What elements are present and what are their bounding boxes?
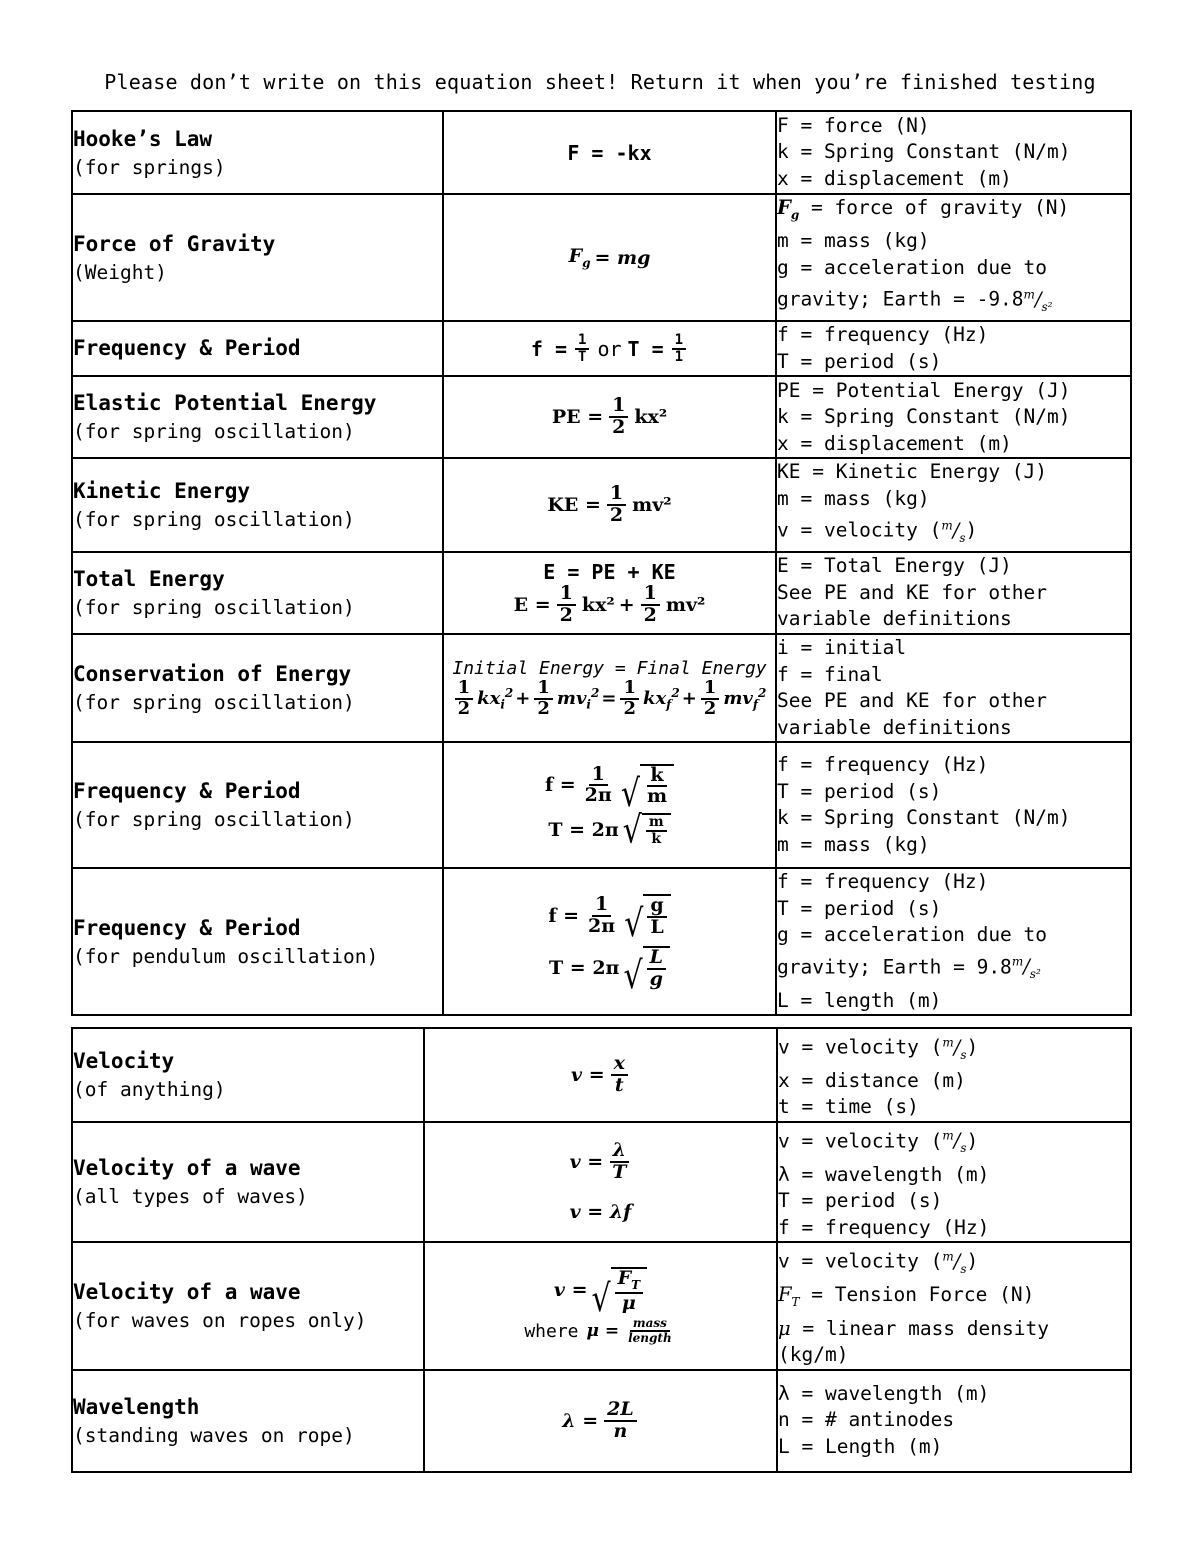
topic-subtitle: (standing waves on rope)	[73, 1423, 355, 1447]
topic-cell	[72, 1242, 424, 1369]
equation-table-mechanics	[71, 110, 1132, 1016]
topic-cell	[72, 742, 443, 868]
formula-kinetic-energy: KE = $\frac{1}{2}$ mv²	[547, 482, 672, 527]
topic-subtitle: (all types of waves)	[73, 1185, 308, 1209]
variables-cell	[776, 111, 1131, 194]
topic-cell	[72, 458, 443, 552]
row-conservation-of-energy	[72, 634, 1131, 742]
variable-def: T = period (s)	[777, 349, 942, 373]
variable-def: T = period (s)	[778, 1189, 943, 1213]
variables-cell	[777, 1122, 1131, 1242]
variable-def: gravity; Earth = $9.8^m/_{s^2}$	[777, 954, 1041, 982]
variable-def: E = Total Energy (J)	[777, 554, 1012, 578]
variables-cell	[776, 458, 1131, 552]
variable-def: gravity; Earth = $-9.8^m/_{s^2}$	[777, 287, 1053, 314]
page-header: Please don’t write on this equation sheet! Return it when you’re finished testing	[104, 70, 1096, 94]
formula-cell	[443, 868, 776, 1015]
topic-subtitle: (for spring oscillation)	[73, 808, 355, 832]
variable-def: k = Spring Constant (N/m)	[777, 140, 1071, 164]
variables-cell	[776, 376, 1131, 458]
topic-subtitle: (for waves on ropes only)	[73, 1308, 367, 1332]
variable-def: f = frequency (Hz)	[777, 753, 989, 777]
topic-title: Frequency & Period	[73, 336, 301, 361]
variable-def: m = mass (kg)	[777, 229, 930, 253]
variables-cell	[777, 1370, 1131, 1472]
formula-elastic-pe: PE = $\frac{1}{2}$ kx²	[551, 394, 668, 439]
variable-def: v = velocity $(^m/_s)$	[777, 518, 978, 545]
variables-cell	[776, 194, 1131, 321]
variable-def: x = distance (m)	[778, 1068, 966, 1092]
variable-def: KE = Kinetic Energy (J)	[777, 460, 1048, 484]
topic-subtitle: (of anything)	[73, 1077, 226, 1101]
topic-title: Force of Gravity	[73, 231, 276, 256]
formula-cell	[443, 194, 776, 321]
topic-cell	[72, 194, 443, 321]
variable-def: variable definitions	[777, 607, 1012, 631]
topic-subtitle: (for spring oscillation)	[73, 420, 355, 444]
topic-cell	[72, 1028, 424, 1122]
topic-subtitle: (for spring oscillation)	[73, 508, 355, 532]
topic-cell	[72, 1122, 424, 1242]
equation-table-waves	[71, 1027, 1132, 1473]
row-frequency-period-pendulum	[72, 868, 1131, 1015]
row-elastic-potential-energy	[72, 376, 1131, 458]
row-hookes-law	[72, 111, 1131, 194]
topic-cell	[72, 552, 443, 634]
variable-def: T = period (s)	[777, 896, 942, 920]
row-velocity-of-wave-rope	[72, 1242, 1131, 1369]
formula-cell	[443, 742, 776, 868]
formula-gravity: $F_g$ = mg	[568, 245, 651, 271]
row-frequency-period-spring	[72, 742, 1131, 868]
variables-cell	[777, 1028, 1131, 1122]
variable-def: μ = linear mass density	[778, 1316, 1049, 1340]
topic-subtitle: (for pendulum oscillation)	[73, 944, 379, 968]
variable-def: g = acceleration due to	[777, 923, 1048, 947]
row-wavelength	[72, 1370, 1131, 1472]
variable-def: variable definitions	[777, 715, 1012, 739]
topic-cell	[72, 376, 443, 458]
variable-def: λ = wavelength (m)	[778, 1162, 990, 1186]
variables-cell	[776, 868, 1131, 1015]
variable-def: t = time (s)	[778, 1095, 919, 1119]
topic-title: Elastic Potential Energy	[73, 391, 377, 416]
variables-cell	[776, 634, 1131, 742]
topic-subtitle: (for spring oscillation)	[73, 596, 355, 620]
variable-def: m = mass (kg)	[777, 832, 930, 856]
formula-wave-velocity: v = $\frac{\lambda}{T}$ v = λf	[569, 1139, 632, 1224]
topic-cell	[72, 1370, 424, 1472]
formula-pendulum-frequency-period: f = $\frac{1}{2\pi}$ √ $\frac{g}{L}$ T = 2π √ $\frac{L}{g}$	[444, 894, 775, 990]
formula-velocity: v = $\frac{x}{t}$	[571, 1054, 630, 1096]
formula-cell	[443, 321, 776, 376]
row-force-of-gravity	[72, 194, 1131, 321]
row-velocity-of-wave	[72, 1122, 1131, 1242]
variable-def: (kg/m)	[778, 1343, 849, 1367]
formula-rope-wave-velocity: v = √ $\frac{F_T}{\mu}$ where μ = $\frac{\text{mass}}{\text{length}}$	[524, 1267, 672, 1346]
formula-cell	[443, 552, 776, 634]
formula-cell	[424, 1242, 777, 1369]
variable-def: v = velocity $(^m/_s)$	[778, 1035, 979, 1062]
variable-def: F = force (N)	[777, 113, 930, 137]
topic-title: Frequency & Period	[73, 779, 301, 804]
variable-def: f = frequency (Hz)	[777, 870, 989, 894]
formula-cell	[443, 111, 776, 194]
variable-def: g = acceleration due to	[777, 255, 1048, 279]
formula-cell	[443, 376, 776, 458]
variable-def: i = initial	[777, 636, 907, 660]
topic-title: Hooke’s Law	[73, 126, 213, 151]
topic-cell	[72, 321, 443, 376]
variable-def: v = velocity $(^m/_s)$	[778, 1128, 979, 1156]
topic-title: Velocity	[73, 1048, 175, 1073]
formula-total-energy: E = PE + KE E = $\frac{1}{2}$ kx² + $\frac{1}{2}$ mv²	[513, 560, 706, 627]
variable-def: L = length (m)	[777, 988, 942, 1012]
formula-hooke: F = -kx	[567, 140, 652, 165]
variable-def: f = frequency (Hz)	[777, 323, 989, 347]
variable-def: T = period (s)	[777, 779, 942, 803]
variable-def: k = Spring Constant (N/m)	[777, 405, 1071, 429]
formula-cell	[424, 1370, 777, 1472]
variables-cell	[776, 321, 1131, 376]
variables-cell	[776, 742, 1131, 868]
variable-def: x = displacement (m)	[777, 431, 1012, 455]
variables-cell	[777, 1242, 1131, 1369]
formula-spring-frequency-period: f = $\frac{1}{2\pi}$ √ $\frac{k}{m}$ T = 2π √ $\frac{m}{k}$	[444, 764, 775, 847]
variables-cell	[776, 552, 1131, 634]
variable-def: PE = Potential Energy (J)	[777, 378, 1071, 402]
formula-cell	[424, 1122, 777, 1242]
topic-title: Total Energy	[73, 567, 225, 592]
variable-def: f = final	[777, 662, 883, 686]
topic-title: Conservation of Energy	[73, 662, 352, 687]
formula-cell	[424, 1028, 777, 1122]
row-frequency-period	[72, 321, 1131, 376]
formula-frequency-period: f = $\frac{1}{T}$ or T = $\frac{1}{1}$	[531, 333, 688, 364]
variable-def: n = # antinodes	[778, 1408, 955, 1432]
topic-title: Wavelength	[73, 1394, 200, 1419]
variable-def: λ = wavelength (m)	[778, 1381, 990, 1405]
formula-cell	[443, 634, 776, 742]
row-kinetic-energy	[72, 458, 1131, 552]
variable-def: f = frequency (Hz)	[778, 1215, 990, 1239]
variable-def: $F_g$ = force of gravity (N)	[777, 196, 1070, 222]
topic-subtitle: (for springs)	[73, 155, 226, 179]
topic-cell	[72, 868, 443, 1015]
variable-def: v = velocity $(^m/_s)$	[778, 1249, 979, 1276]
topic-title: Kinetic Energy	[73, 479, 251, 504]
row-velocity	[72, 1028, 1131, 1122]
variable-def: k = Spring Constant (N/m)	[777, 806, 1071, 830]
topic-title: Velocity of a wave	[73, 1156, 301, 1181]
variable-def: m = mass (kg)	[777, 486, 930, 510]
variable-def: See PE and KE for other	[777, 689, 1048, 713]
topic-title: Frequency & Period	[73, 915, 301, 940]
topic-cell	[72, 111, 443, 194]
formula-cell	[443, 458, 776, 552]
variable-def: $F_T$ = Tension Force (N)	[778, 1283, 1035, 1310]
topic-subtitle: (Weight)	[73, 260, 167, 284]
topic-cell	[72, 634, 443, 742]
topic-title: Velocity of a wave	[73, 1279, 301, 1304]
formula-conservation: Initial Energy = Final Energy $\frac{1}{2}$ $kx_i^2$ + $\frac{1}{2}$ $mv_i^2$ = $\frac{1}{2}$ $kx_f^2$ + $\frac{1}{2}$ $mv_f^2$	[452, 657, 767, 719]
topic-subtitle: (for spring oscillation)	[73, 691, 355, 715]
variable-def: See PE and KE for other	[777, 580, 1048, 604]
variable-def: L = Length (m)	[778, 1434, 943, 1458]
formula-wavelength: λ = $\frac{2L}{n}$	[562, 1400, 638, 1442]
variable-def: x = displacement (m)	[777, 166, 1012, 190]
row-total-energy	[72, 552, 1131, 634]
